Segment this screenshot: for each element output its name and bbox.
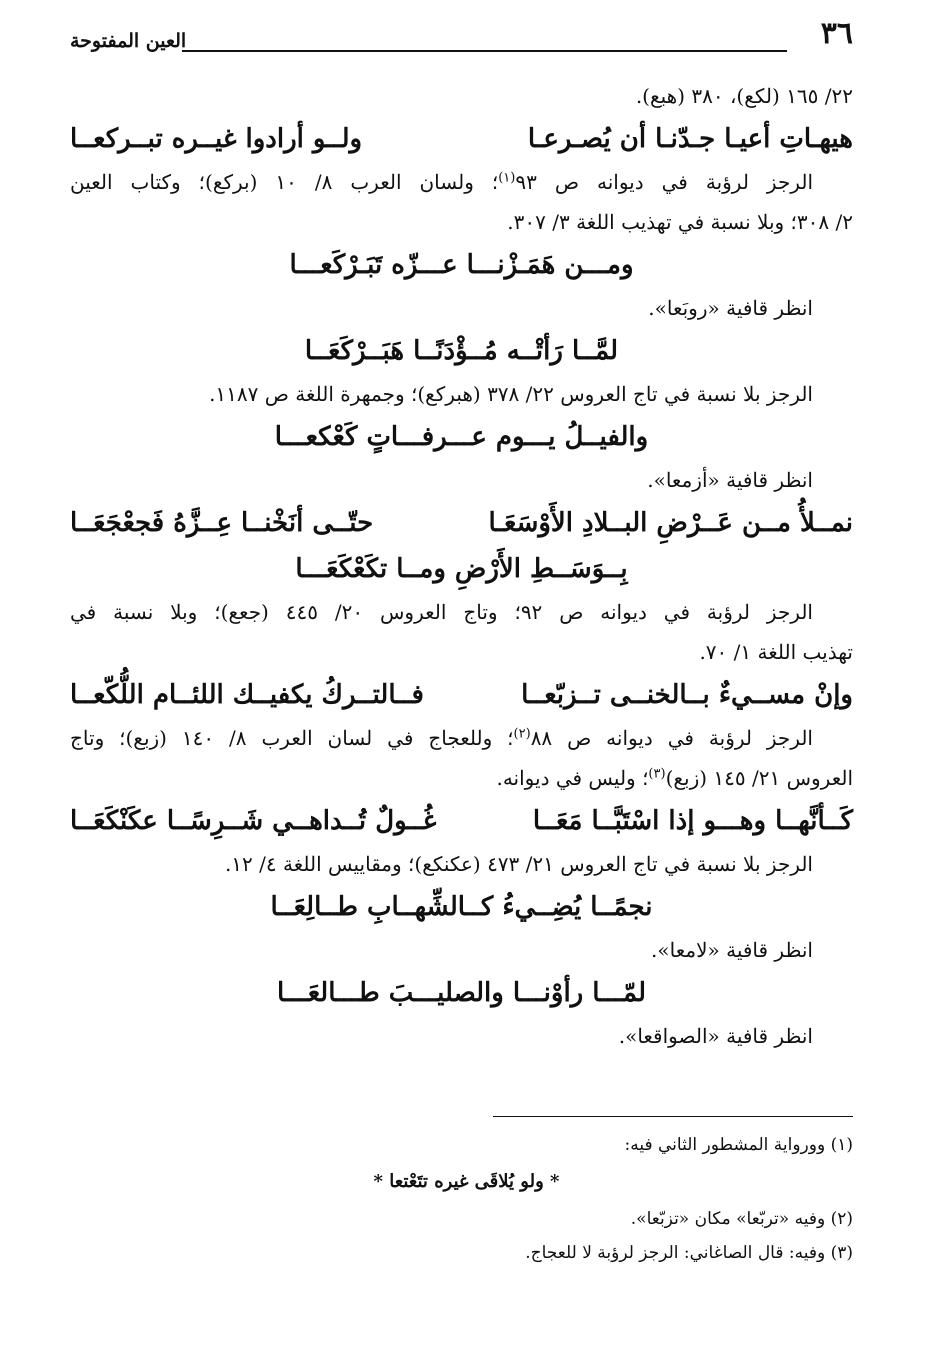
footnote: (٢) وفيه «تربّعا» مكان «تزبّعا». (630, 1209, 853, 1229)
running-title: العين المفتوحة (70, 30, 187, 52)
text-line: الرجز بلا نسبة في تاج العروس ٢١/ ٤٧٣ (عكنكع)؛ ومقاييس اللغة ٤/ ١٢. (224, 852, 813, 876)
verse-line: بِــوَسَــطِ الأَرْضِ ومــا تكَعْكَعَـــا (295, 554, 628, 584)
main-text (70, 76, 853, 1056)
text-line: انظر قافية «لامعا». (651, 938, 813, 962)
page-header (70, 18, 853, 54)
verse-line (70, 672, 853, 718)
footnote-ref: (٢) (513, 726, 531, 742)
hemistich: نمــلأُ مــن عَــرْضِ البــلادِ الأَوْسَعَـا (488, 508, 853, 538)
hemistich: ولــو أرادوا غيــره تبــركعــا (70, 124, 363, 154)
footnote-verse: * ولو يُلاقَى غيره تتَعْتعا * (373, 1171, 560, 1192)
footnotes (80, 1116, 853, 1270)
verse-line (70, 798, 853, 844)
footnote: (١) وورواية المشطور الثاني فيه: (624, 1135, 853, 1155)
text-line: الرجز لرؤبة في ديوانه ص ٩٣$^{(١)}$؛ ولسان العرب ٨/ ١٠ (بركع)؛ وكتاب العين (70, 170, 813, 194)
verse-line (70, 116, 853, 162)
page-number: ٣٦ (820, 16, 853, 51)
verse-line: والفيــلُ يـــوم عـــرفـــاتٍ كَعْكعـــا (274, 422, 649, 452)
text-line: الرجز لرؤبة في ديوانه ص ٨٨$^{(٢)}$؛ وللعجاج في لسان العرب ٨/ ١٤٠ (زبع)؛ وتاج (70, 726, 813, 750)
footnote: (٣) وفيه: قال الصاغاني: الرجز لرؤبة لا للعجاج. (525, 1243, 853, 1263)
verse-line: لمّـــا رأوْنـــا والصليـــبَ طـــالعَـــا (276, 978, 646, 1008)
hemistich: غُــولٌ تُــداهــي شَــرِسًــا عكَنْكَعَــا (70, 806, 437, 836)
footnote-ref: (١) (498, 170, 516, 186)
text-line: انظر قافية «روبَعا». (648, 296, 813, 320)
text-line: الرجز لرؤبة في ديوانه ص ٩٢؛ وتاج العروس ٢٠/ ٤٤٥ (جعع)؛ وبلا نسبة في (70, 600, 813, 624)
text-line: انظر قافية «أزمعا». (647, 468, 813, 492)
hemistich: كَــأنَّهــا وهـــو إذا اسْتَبَّــا مَعَــا (532, 806, 853, 836)
verse-line: ومـــن هَمَـزْنـــا عـــزّه تَبَـرْكَعـــا (289, 250, 634, 280)
hemistich: فــالتــركُ يكفيــك اللئــام اللُّكّعــا (70, 680, 424, 710)
footnote-ref: (٣) (648, 766, 666, 782)
text-line: الرجز بلا نسبة في تاج العروس ٢٢/ ٣٧٨ (هبركع)؛ وجمهرة اللغة ص ١١٨٧. (209, 382, 813, 406)
text-line: تهذيب اللغة ١/ ٧٠. (699, 640, 853, 664)
text-line: العروس ٢١/ ١٤٥ (زبع)$^{(٣)}$؛ وليس في ديوانه. (496, 766, 853, 790)
text-line: انظر قافية «الصواقعا». (618, 1024, 813, 1048)
hemistich: هيهـاتِ أعيـا جـدّنـا أن يُصـرعـا (527, 124, 853, 154)
verse-line: نجمًــا يُضِــيءُ كــالشِّهــابِ طــالِعَــا (270, 892, 653, 922)
hemistich: حتّــى أنَخْنــا عِــزَّهُ فَجعْجَعَــا (70, 508, 374, 538)
verse-line: لمَّــا رَأتْــه مُــؤْدَنًــا هَبَــرْكَعَــا (304, 336, 619, 366)
footnote-rule (493, 1116, 853, 1117)
verse-line (70, 500, 853, 546)
text-line: ٢٢/ ١٦٥ (لكع)، ٣٨٠ (هبع). (635, 84, 853, 108)
text-line: ٢/ ٣٠٨؛ وبلا نسبة في تهذيب اللغة ٣/ ٣٠٧. (507, 210, 853, 234)
header-rule (182, 50, 787, 52)
hemistich: وإنْ مســيءٌ بــالخنــى تــزبّعــا (521, 680, 853, 710)
